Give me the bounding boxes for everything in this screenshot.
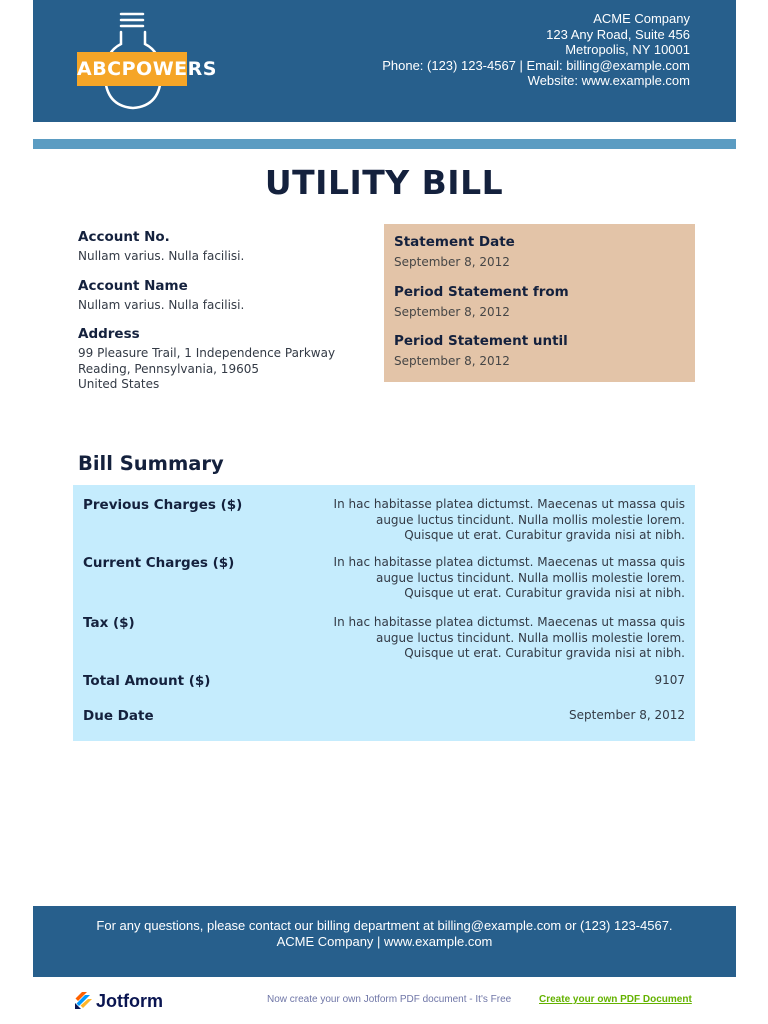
address-label: Address	[78, 326, 140, 342]
address-line: United States	[78, 377, 160, 391]
summary-value-line: augue luctus tincidunt. Nulla mollis molestie lorem.	[375, 570, 685, 585]
summary-row-value	[325, 708, 685, 724]
account-name-block	[78, 277, 368, 314]
period-until-label: Period Statement until	[394, 333, 568, 349]
company-website: Website: www.example.com	[527, 73, 690, 88]
company-street: 123 Any Road, Suite 456	[546, 26, 690, 42]
account-number-label: Account No.	[78, 229, 170, 245]
footer-contact-line: For any questions, please contact our billing department at billing@example.com or (123) 123-4567.	[96, 918, 673, 933]
summary-row-label: Current Charges ($)	[83, 555, 235, 571]
company-logo	[77, 10, 217, 112]
statement-dates-box	[384, 224, 695, 382]
account-name-label: Account Name	[78, 277, 188, 294]
jotform-logo-icon	[73, 991, 93, 1011]
footer-company-line: ACME Company | www.example.com	[276, 933, 493, 949]
account-name-value: Nullam varius. Nulla facilisi.	[78, 297, 245, 312]
summary-row-value	[325, 555, 685, 602]
summary-value-line: September 8, 2012	[569, 708, 685, 722]
summary-row-label: Tax ($)	[83, 615, 135, 631]
create-pdf-link[interactable]: Create your own PDF Document	[539, 994, 692, 1005]
company-name: ACME Company	[593, 11, 690, 26]
logo-wordmark: ABCPOWERS	[77, 52, 187, 86]
statement-date-label: Statement Date	[394, 234, 515, 250]
bill-summary-title: Bill Summary	[78, 452, 224, 475]
summary-value-line: augue luctus tincidunt. Nulla mollis molestie lorem.	[375, 512, 685, 527]
page-title: UTILITY BILL	[264, 163, 504, 202]
summary-value-line: Quisque ut erat. Curabitur gravida nisi at nibh.	[404, 528, 685, 542]
summary-value-line: Quisque ut erat. Curabitur gravida nisi at nibh.	[404, 646, 685, 660]
bill-summary-table	[73, 485, 695, 741]
summary-row-label: Total Amount ($)	[83, 673, 211, 689]
jotform-wordmark: Jotform	[96, 991, 163, 1011]
summary-row-value	[325, 673, 685, 689]
summary-value-line: In hac habitasse platea dictumst. Maecenas ut massa quis	[333, 555, 685, 569]
period-from-value: September 8, 2012	[394, 304, 510, 319]
address-value	[78, 346, 368, 393]
summary-row-label: Previous Charges ($)	[83, 497, 243, 513]
account-number-block	[78, 228, 368, 265]
company-city: Metropolis, NY 10001	[565, 42, 690, 57]
account-number-value: Nullam varius. Nulla facilisi.	[78, 249, 245, 263]
jotform-tagline: Now create your own Jotform PDF document - It's Free	[267, 994, 512, 1005]
company-contact: Phone: (123) 123-4567 | Email: billing@example.com	[382, 57, 690, 73]
address-line: 99 Pleasure Trail, 1 Independence Parkway	[78, 346, 336, 360]
summary-value-line: 9107	[654, 673, 685, 687]
statement-date-value: September 8, 2012	[394, 255, 510, 269]
summary-value-line: Quisque ut erat. Curabitur gravida nisi at nibh.	[404, 586, 685, 600]
bill-footer	[33, 906, 736, 977]
period-until-value: September 8, 2012	[394, 354, 510, 368]
address-block	[78, 325, 368, 393]
summary-row-value	[325, 615, 685, 662]
summary-row-value	[325, 497, 685, 544]
summary-row-label: Due Date	[83, 708, 154, 724]
summary-value-line: augue luctus tincidunt. Nulla mollis molestie lorem.	[375, 630, 685, 645]
bill-header	[33, 0, 736, 122]
period-from-label: Period Statement from	[394, 283, 569, 300]
divider-stripe	[33, 139, 736, 149]
address-line: Reading, Pennsylvania, 19605	[78, 361, 259, 376]
summary-value-line: In hac habitasse platea dictumst. Maecenas ut massa quis	[333, 497, 685, 511]
summary-value-line: In hac habitasse platea dictumst. Maecenas ut massa quis	[333, 615, 685, 629]
account-details	[78, 228, 368, 405]
company-info	[382, 11, 690, 89]
